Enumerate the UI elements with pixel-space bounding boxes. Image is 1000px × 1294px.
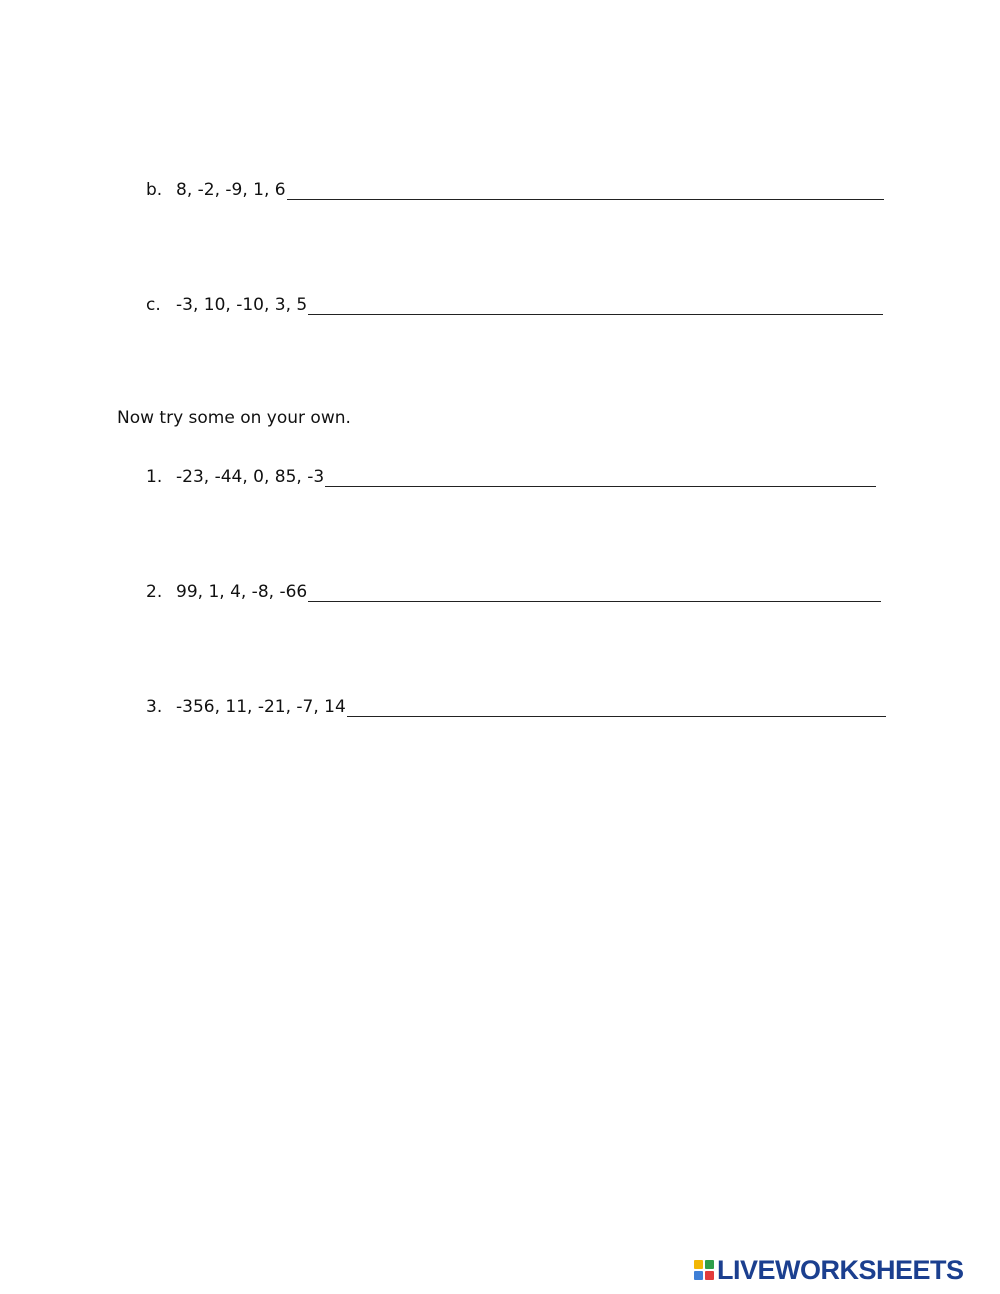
logo-blocks-icon xyxy=(694,1260,714,1280)
item-marker: 3. xyxy=(146,697,163,717)
item-marker: c. xyxy=(146,295,161,315)
logo-block xyxy=(694,1260,703,1269)
example-item-b xyxy=(146,180,884,200)
answer-input-3[interactable] xyxy=(347,698,886,717)
answer-input-c[interactable] xyxy=(308,296,883,315)
instruction-text: Now try some on your own. xyxy=(117,408,351,428)
number-list: -356, 11, -21, -7, 14 xyxy=(176,697,346,717)
number-list: 8, -2, -9, 1, 6 xyxy=(176,180,286,200)
answer-input-b[interactable] xyxy=(287,181,884,200)
logo-block xyxy=(705,1260,714,1269)
number-list: -23, -44, 0, 85, -3 xyxy=(176,467,325,487)
number-list: 99, 1, 4, -8, -66 xyxy=(176,582,308,602)
example-item-c xyxy=(146,295,883,315)
problem-item-3 xyxy=(146,697,886,717)
logo-wordmark: LIVEWORKSHEETS xyxy=(717,1255,964,1285)
logo-block xyxy=(705,1271,714,1280)
item-marker: 2. xyxy=(146,582,163,602)
item-marker: b. xyxy=(146,180,163,200)
number-list: -3, 10, -10, 3, 5 xyxy=(176,295,308,315)
liveworksheets-logo xyxy=(694,1256,964,1284)
answer-input-1[interactable] xyxy=(325,468,876,487)
problem-item-1 xyxy=(146,467,876,487)
item-marker: 1. xyxy=(146,467,163,487)
problem-item-2 xyxy=(146,582,881,602)
logo-block xyxy=(694,1271,703,1280)
answer-input-2[interactable] xyxy=(308,583,881,602)
